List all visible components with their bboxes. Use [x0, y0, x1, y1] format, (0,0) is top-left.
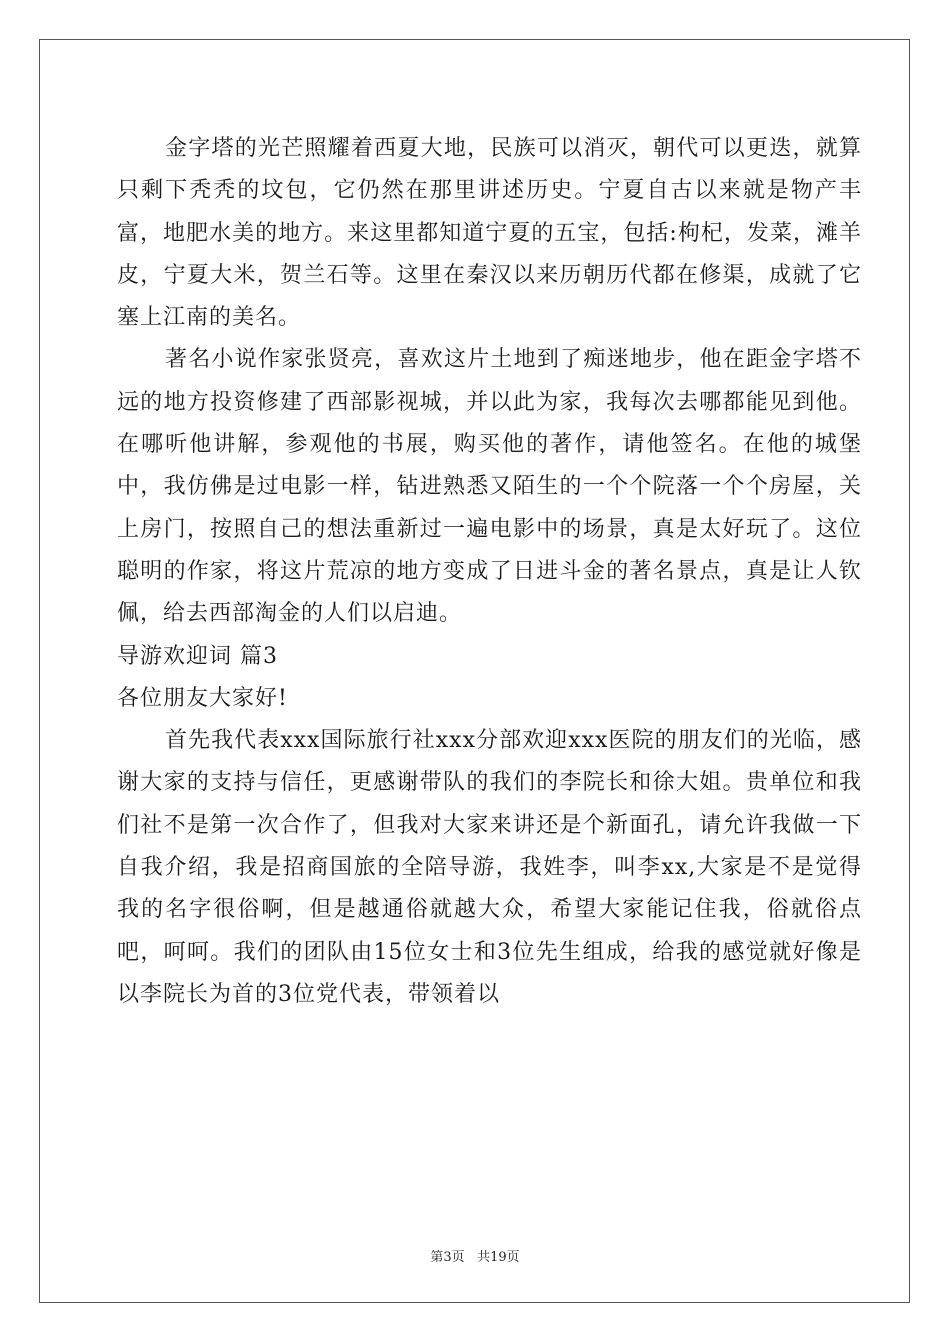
document-body	[117, 128, 862, 1016]
page-total: 共19页	[477, 1250, 520, 1265]
section-heading: 导游欢迎词 篇3	[117, 643, 278, 669]
greeting-line: 各位朋友大家好!	[117, 685, 288, 711]
paragraph-zhang-xianliang: 著名小说作家张贤亮，喜欢这片土地到了痴迷地步，他在距金字塔不远的地方投资修建了西部影视城，并以此为家，我每次去哪都能见到他。在哪听他讲解，参观他的书展，购买他的著作，请他签名。在他的城堡中，我仿佛是过电影一样，钻进熟悉又陌生的一个个院落一个个房屋，关上房门，按照自己的想法重新过一遍电影中的场景，真是太好玩了。这位聪明的作家，将这片荒凉的地方变成了日进斗金的著名景点，真是让人钦佩，给去西部淘金的人们以启迪。	[117, 347, 862, 627]
paragraph-welcome: 首先我代表xxx国际旅行社xxx分部欢迎xxx医院的朋友们的光临，感谢大家的支持与信任，更感谢带队的我们的李院长和徐大姐。贵单位和我们社不是第一次合作了，但我对大家来讲还是个新面孔，请允许我做一下自我介绍，我是招商国旅的全陪导游，我姓李，叫李xx,大家是不是觉得我的名字很俗啊，但是越通俗就越大众，希望大家能记住我，俗就俗点吧，呵呵。我们的团队由15位女士和3位先生组成，给我的感觉就好像是以李院长为首的3位党代表，带领着以	[117, 728, 862, 1007]
paragraph-pyramid: 金字塔的光芒照耀着西夏大地，民族可以消灭，朝代可以更迭，就算只剩下秃秃的坟包，它仍然在那里讲述历史。宁夏自古以来就是物产丰富，地肥水美的地方。来这里都知道宁夏的五宝，包括:枸杞，发菜，滩羊皮，宁夏大米，贺兰石等。这里在秦汉以来历朝历代都在修渠，成就了它塞上江南的美名。	[117, 136, 862, 331]
page-number: 第3页	[430, 1250, 465, 1265]
page-footer	[0, 1246, 950, 1265]
